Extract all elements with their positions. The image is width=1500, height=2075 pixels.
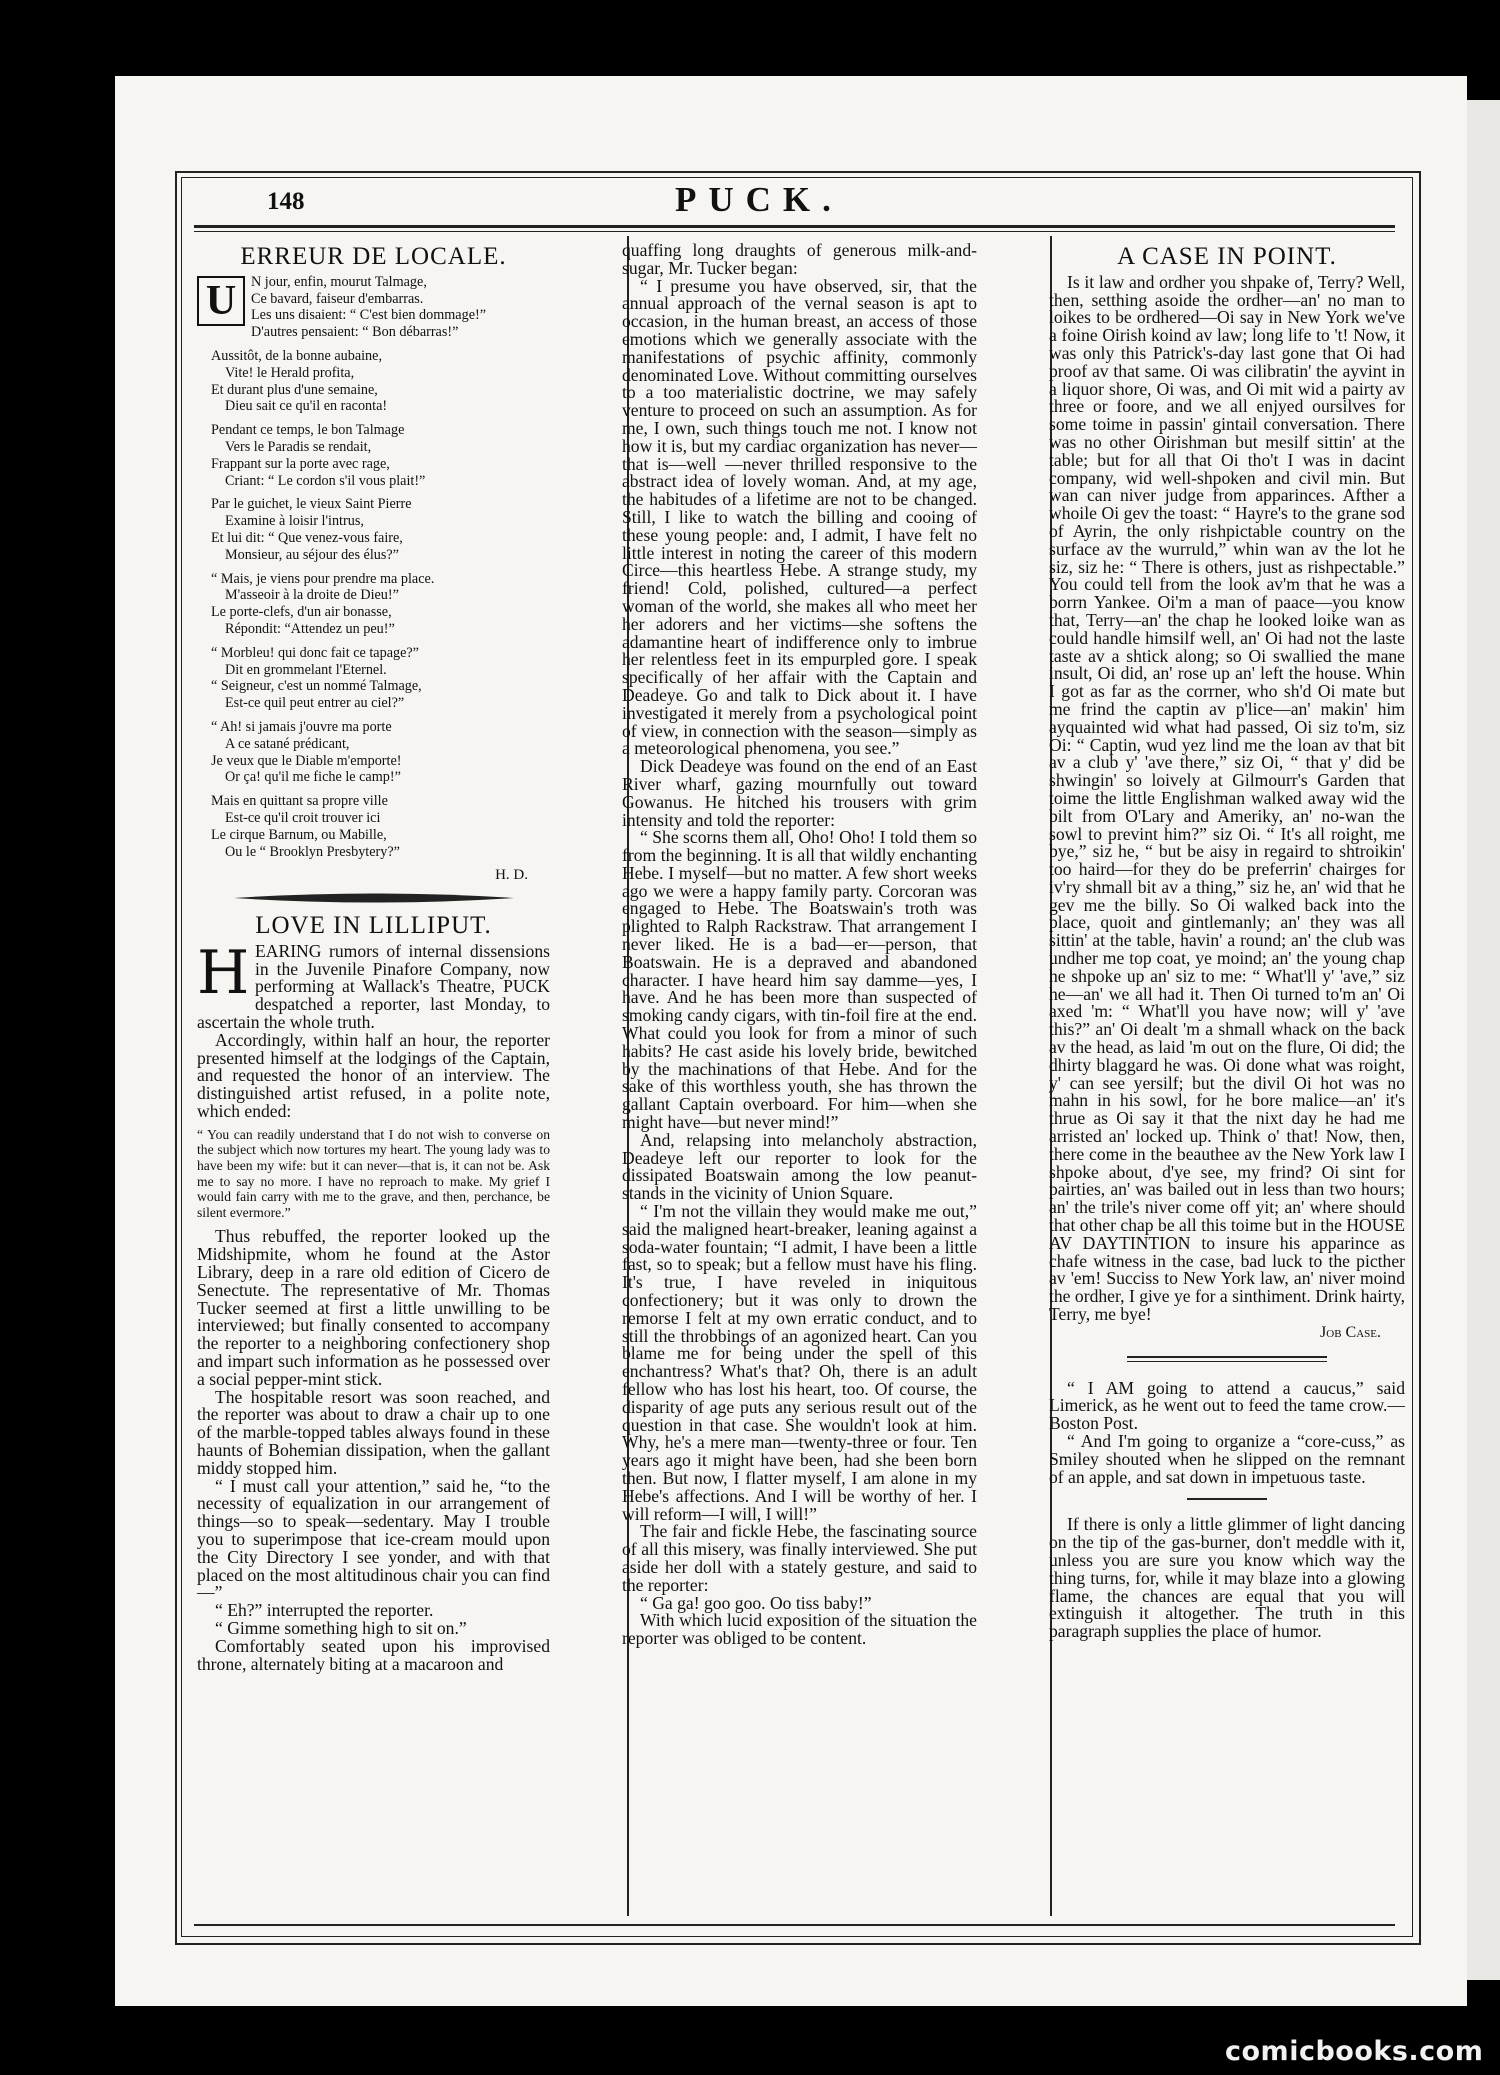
poem-line: A ce satané prédicant, [225,735,350,752]
poem-line: Monsieur, au séjour des élus?” [225,546,399,563]
joke-paragraph: If there is only a little glimmer of light dancing on the tip of the gas-burner, don't meddle with it, unless you are sure you know which way the thing turns, for, while it may blaze into a glowing flame, the chances are equal that you will extinguish it altogether. The truth in this paragraph supplies the place of humor. [1049,1514,1405,1642]
poem-stanza [197,348,550,415]
poem-line: Répondit: “Attendez un peu!” [225,620,395,637]
story-paragraph: quaffing long draughts of generous milk-and-sugar, Mr. Tucker began: [622,240,977,278]
column-middle [622,242,977,1648]
header-rule [194,225,1395,228]
poem-stanza [197,645,550,712]
article-title: A CASE IN POINT. [1117,243,1337,270]
poem-line: “ Seigneur, c'est un nommé Talmage, [211,678,422,695]
article-body: Is it law and ordher you shpake of, Terry? Well, then, setthing asoide the ordher—an' no man to loikes to be ordhered—Oi say in New York we've a foine Oirish koind av law; long life to 't! Now, it was only this Patrick's-day last gone that Oi had proof av that same. Oi was cilibratin' the ayvint in a liquor shore, Oi was, and Oi mit wid a pairty av three or foore, and we all enjyed oursilves for some toime in passin' gintail conversation. There was no other Oirishman but mesilf sittin' at the table; but for all that Oi tho't I was in dacint company, wid well-shpoken and civil min. But wan can niver judge from apparinces. Afther a whoile Oi gev the toast: “ Hayre's to the grane sod of Ayrin, the only rishpictable country on the surface av the wurruld,” whin wan av the lot he siz, siz he: “ There is others, just as rishpectable.” You could tell from the look av'm that he was a borrn Yankee. Oi'm a man of paace—you know that, Terry—an' the chap he looked loike wan as could handle himsilf well, an' Oi had not the laste taste av a shtick along; so Oi swallied the mane insult, Oi did, an' rose up an' left the house. Whin I got as far as the corrner, who sh'd Oi mate but me frind the captin av p'lice—an' makin' him ayquainted wid what had passed, Oi siz to'm, siz Oi: “ Captin, wud yez lind me the loan av that bit av a club y' 'ave there,” siz Oi, “ that y' did be shwingin' so loively at Gilmourr's Garden that toime the little Englishman walked away wid the bilt from O'Lary and Ameriky, an' no-wan the sowl to prevint him?” siz Oi. “ It's all roight, me bye,” siz he, “ but be aisy in regaird to shtroikin' too haird—for they do be preferrin' chairges for iv'ry shmall bit av a thing,” siz he, an' wid that he gev me the billy. So Oi walked back into the place, quoit and gintlemanly; an' they was all sittin' at the table, havin' a round; an' the club was undher me top coat, ye moind; an' the young chap he shpoke up an' siz to me: “ What'll y' 'ave,” siz he—an' we all had it. Then Oi turned to'm an' Oi axed 'm: “ What'll you have now; will y' 'ave this?” an' Oi dealt 'm a shmall whack on the back av the head, as laid 'm out on the flure, Oi did; the dhirty blaggard he was. Oi done what was roight, y' can see yersilf; but the divil Oi hot was no mahn in his sowl, for he bore malice—an' it's thrue as Oi say it that the nixt day he had me arristed an' locked up. Think o' that! Now, then, there come in the beauthee av the New York law I shpoke about, d'ye see, my frind? Oi sint for pairties, an' was bailed out in less than two hours; an' the trile's niver come off yit; an' where should that other chap be all this toime but in the HOUSE AV DAYTINTION to insure his apparince as chafe witness in the case, bad luck to the picther av 'em! Succiss to New York law, an' niver moind the ordher, I give ye for a sinthiment. Drink hairty, Terry, me bye! [1049,271,1405,1325]
story-text: EARING rumors of internal dissensions in the Juvenile Pinafore Company, now performing at Wallack's Theatre, PUCK despatched a reporter, last Monday, to ascertain the whole truth. [197,940,550,1033]
story-paragraph: “ Gimme something high to sit on.” [215,1617,467,1638]
poem-line: Dieu sait ce qu'il en raconta! [225,398,388,415]
magazine-masthead: PUCK. [675,180,843,219]
poem-line: “ Mais, je viens pour prendre ma place. [211,570,435,587]
story-paragraph: “ I presume you have observed, sir, that the annual approach of the vernal season is apt to occasion, in the human breast, an access of those emotions which we generally associate with the manifestations of psychic affinity, commonly denominated Love. Without committing ourselves to a too materialistic doctrine, we may safely venture to proceed on such an assumption. As for me, I own, such things touch me not. I know not how it is, but my cardiac organization has never—that is—well —never thrilled responsive to the abstract idea of lovely woman. And, at my age, the habitudes of a lifetime are not to be changed. Still, I like to watch the billing and cooing of these young people: and, I admit, I have felt no little interest in noting the career of this modern Circe—this heartless Hebe. A strange study, my friend! Cold, polished, cultured—a perfect woman of the world, she makes all who meet her her adorers and her victims—she softens the adamantine heart of indifference only to imbrue her relentless feet in its empurpled gore. I speak specifically of her affair with the Captain and Deadeye. Go and talk to Dick about it. I have investigated it merely from a psychological point of view, in connection with the season—simply as a meteorological phenomena, you see.” [622,275,977,759]
story-paragraph: The fair and fickle Hebe, the fascinating source of all this misery, was finally interviewed. She put aside her doll with a stately gesture, and said to the reporter: [622,1521,977,1595]
ornamental-initial: U [197,276,245,326]
captain-note-quote: “ You can readily understand that I do not wish to converse on the subject which now tortures my heart. The young lady was to have been my wife: but it can never—that is, it can not be. Ask me to say no more. I have no reproach to make. My grief I would fain carry with me to the grave, and then, perchance, be silent evermore.” [197,1126,550,1220]
site-watermark: comicbooks.com [1225,2036,1484,2067]
column-right [1049,236,1405,1641]
poem-title: ERREUR DE LOCALE. [240,243,507,270]
poem-body [197,274,550,861]
poem-signature: H. D. [495,867,528,884]
story-paragraph: “ Ga ga! goo goo. Oo tiss baby!” [640,1592,872,1613]
poem-line: “ Morbleu! qui donc fait ce tapage?” [211,644,419,661]
poem-stanza [197,496,550,563]
poem-stanza [197,274,550,341]
story-paragraph: The hospitable resort was soon reached, and the reporter was about to draw a chair up to one of the marble-topped tables always found in these haunts of Bohemian dissipation, when the gallant middy stopped him. [197,1386,550,1478]
poem-line: Les uns disaient: “ C'est bien dommage!” [251,307,487,324]
poem-line: Est-ce qu'il croit trouver ici [225,809,381,826]
poem-line: Examine à loisir l'intrus, [225,513,364,530]
poem-line: D'autres pensaient: “ Bon débarras!” [251,324,459,341]
poem-line: Dit en grommelant l'Eternel. [225,661,387,678]
footer-rule [194,1924,1395,1926]
story-title: LOVE IN LILLIPUT. [255,912,492,940]
poem-line: Et lui dit: “ Que venez-vous faire, [211,529,403,546]
story-paragraph: “ I must call your attention,” said he, “to the necessity of equalization in our arrangement of things—so to speak—sedentary. May I trouble you to superimpose that ice-cream mould upon the City Directory I see yonder, and with that placed on the most altitudinous chair you can find—” [197,1475,550,1603]
poem-line: Mais en quittant sa propre ville [211,793,388,810]
story-paragraph: “ She scorns them all, Oho! Oho! I told them so from the beginning. It is all that wildly enchanting Hebe. I myself—but no matter. A few short weeks ago we were a happy family party. Corcoran was engaged to Hebe. The Boatswain's troth was plighted to Ralph Rackstraw. That arrangement I never liked. He is a bad—er—person, that Boatswain. He is a depraved and abandoned character. I have heard him say damme—yes, I have. And he has been more than suspected of smoking candy cigars, with tin-foil fire at the end. What could you look for from a minor of such habits? He cast aside his lovely bride, bewitched by the machinations of that Hebe. And for the sake of this worthless youth, she has thrown the gallant Captain overboard. For him—when she might have—but never mind!” [622,827,977,1133]
story-paragraph: Accordingly, within half an hour, the reporter presented himself at the lodgings of the Captain, and requested the honor of an interview. The distinguished artist refused, in a polite note, which ended: [197,1029,550,1122]
story-paragraph: “ Eh?” interrupted the reporter. [215,1600,434,1621]
poem-line: Est-ce quil peut entrer au ciel?” [225,695,405,712]
poem-stanza [197,793,550,860]
poem-line: Aussitôt, de la bonne aubaine, [211,347,382,364]
poem-stanza [197,422,550,489]
story-paragraph [197,937,550,1033]
poem-line: M'asseoir à la droite de Dieu!” [225,587,399,604]
story-paragraph: With which lucid exposition of the situation the reporter was obliged to be content. [622,1610,977,1649]
story-paragraph: Thus rebuffed, the reporter looked up the Midshipmite, whom he found at the Astor Library, deep in a rare old edition of Cicero de Senectute. The representative of Mr. Thomas Tucker seemed at first a little unwilling to be interviewed; but finally consented to accompany the reporter to a neighboring confectionery shop and impart such information as he possessed over a social pepper-mint stick. [197,1226,550,1389]
story-paragraph: Dick Deadeye was found on the end of an East River wharf, gazing mournfully out toward Gowanus. He hitched his trousers with grim intensity and told the reporter: [622,756,977,830]
poem-line: “ Ah! si jamais j'ouvre ma porte [211,718,392,735]
adjacent-page-edge [1467,100,1500,1980]
ornamental-initial: H [197,937,250,1008]
poem-line: Le porte-clefs, d'un air bonasse, [211,604,392,621]
poem-line: Or ça! qu'il me fiche le camp!” [225,769,401,786]
joke-paragraph: “ I AM going to attend a caucus,” said Limerick, as he went out to feed the tame crow.—Boston Post. [1049,1377,1405,1434]
page-number: 148 [267,188,305,215]
column-left [197,236,550,1673]
poem-line: Criant: “ Le cordon s'il vous plait!” [225,472,426,489]
decorative-divider [209,891,539,905]
poem-line: Par le guichet, le vieux Saint Pierre [211,496,412,513]
poem-line: Ou le “ Brooklyn Presbytery?” [225,843,400,860]
joke-paragraph: “ And I'm going to organize a “core-cuss,” as Smiley shouted when he slipped on the remnant of an apple, and sat down in impetuous taste. [1049,1431,1405,1487]
poem-line: Vite! le Herald profita, [225,364,355,381]
story-paragraph: Comfortably seated upon his improvised throne, alternately biting at a macaroon and [197,1635,550,1674]
poem-line: Ce bavard, faiseur d'embarras. [251,290,424,307]
poem-line: Le cirque Barnum, ou Mabille, [211,826,387,843]
header-rule-thin [194,231,1395,232]
poem-line: N jour, enfin, mourut Talmage, [251,273,427,290]
poem-line: Vers le Paradis se rendait, [225,438,372,455]
magazine-page [115,76,1467,2006]
article-signature: Job Case. [1320,1323,1381,1341]
poem-stanza [197,719,550,786]
story-paragraph: And, relapsing into melancholy abstraction, Deadeye left our reporter to look for the dissipated Boatswain among the low peanut-stands in the vicinity of Union Square. [622,1129,977,1204]
poem-line: Pendant ce temps, le bon Talmage [211,422,405,439]
section-divider [1187,1498,1267,1500]
poem-stanzas [197,274,550,861]
story-paragraph: “ I'm not the villain they would make me out,” said the maligned heart-breaker, leaning against a soda-water fountain; “I admit, I have been a little fast, so to speak; but a fellow must have his fling. It's true, I have reveled in iniquitous confectionery; but it was only to drown the remorse I felt at my own erratic conduct, and to still the throbbings of an agonized heart. Can you blame me for being under the spell of this enchantress? What's that? Oh, there is an adult fellow who has lost his heart, too. Of course, the disparity of age puts any serious result out of the question in that case. She wouldn't look at him. Why, he's a mere man—twenty-three or four. Ten years ago it might have been, had she been born then. But now, I flatter myself, I am alone in my Hebe's affections. And I will be worthy of her. I will reform—I will, I will!” [622,1201,977,1524]
poem-line: Frappant sur la porte avec rage, [211,455,390,472]
poem-line: Je veux que le Diable m'emporte! [211,752,402,769]
section-divider [1127,1356,1327,1362]
poem-stanza [197,571,550,638]
poem-line: Et durant plus d'une semaine, [211,381,378,398]
